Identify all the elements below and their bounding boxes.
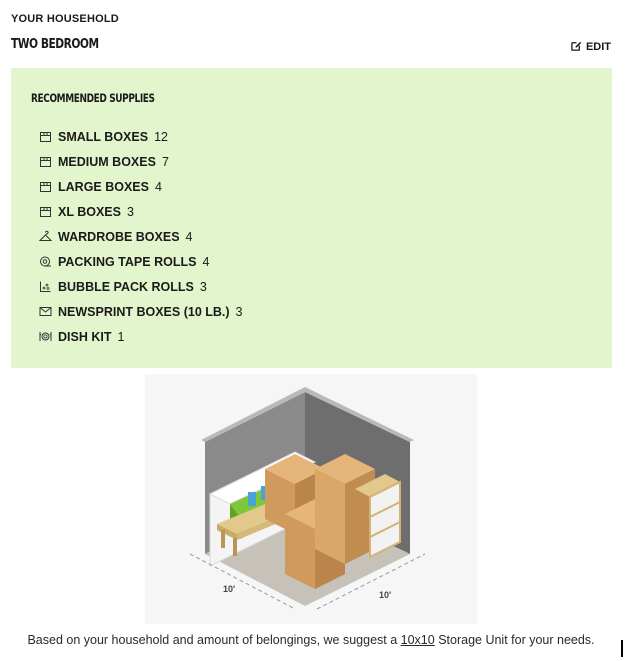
bubble-pack-icon [39, 280, 52, 293]
supply-name: PACKING TAPE ROLLS [58, 254, 197, 269]
storage-unit-illustration [145, 374, 477, 624]
supply-name: SMALL BOXES [58, 129, 149, 144]
supply-item [39, 199, 243, 224]
storage-suggestion [0, 633, 622, 647]
box-icon [39, 180, 52, 193]
supplies-list [39, 124, 243, 349]
supply-name: LARGE BOXES [58, 179, 149, 194]
supply-item [39, 274, 243, 299]
supply-qty: 4 [155, 179, 162, 194]
box-icon [39, 155, 52, 168]
box-icon [39, 130, 52, 143]
supply-qty: 3 [235, 304, 243, 319]
supply-item [39, 324, 243, 349]
supply-item [39, 299, 243, 324]
suggestion-suffix: Storage Unit for your needs. [434, 633, 595, 647]
supplies-title: RECOMMENDED SUPPLIES [31, 91, 155, 105]
supply-item [39, 174, 243, 199]
supply-name: NEWSPRINT BOXES (10 LB.) [58, 304, 230, 319]
supply-qty: 4 [202, 254, 210, 269]
supply-name: XL BOXES [58, 204, 121, 219]
tape-icon [39, 255, 52, 268]
supply-qty: 1 [117, 329, 125, 344]
edit-button[interactable] [571, 40, 611, 54]
household-label: YOUR HOUSEHOLD [11, 13, 119, 25]
supply-qty: 3 [199, 279, 207, 294]
supply-qty: 4 [185, 229, 193, 244]
envelope-icon [39, 305, 52, 318]
depth-label: 10' [223, 584, 236, 594]
storage-unit-link[interactable]: 10x10 [400, 633, 435, 647]
supply-item [39, 249, 243, 274]
hanger-icon [39, 230, 52, 243]
suggestion-prefix: Based on your household and amount of belongings, we suggest a [27, 633, 401, 647]
supply-qty: 3 [126, 204, 134, 219]
edit-label: EDIT [585, 41, 611, 53]
supply-name: DISH KIT [58, 329, 112, 344]
width-label: 10' [379, 590, 392, 600]
supply-item [39, 149, 243, 174]
supply-name: BUBBLE PACK ROLLS [58, 279, 194, 294]
text-cursor [621, 640, 623, 657]
household-title: TWO BEDROOM [11, 37, 99, 52]
supply-item [39, 124, 243, 149]
supply-qty: 7 [161, 154, 169, 169]
box-icon [39, 205, 52, 218]
recommended-supplies-panel [11, 68, 612, 368]
supply-name: WARDROBE BOXES [58, 229, 180, 244]
supply-name: MEDIUM BOXES [58, 154, 156, 169]
dish-icon [39, 330, 52, 343]
edit-icon [571, 40, 582, 54]
supply-qty: 12 [154, 129, 168, 144]
supply-item [39, 224, 243, 249]
